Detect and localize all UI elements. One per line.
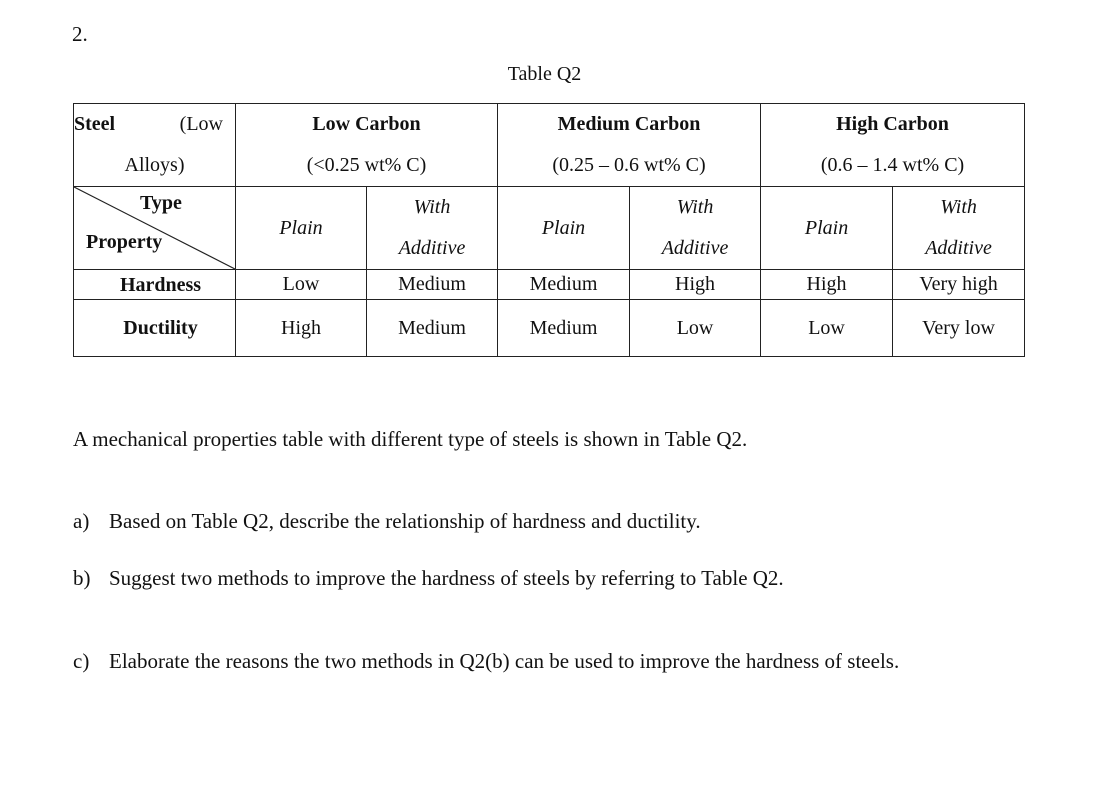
group-name: High Carbon (836, 113, 949, 135)
table-cell: High (630, 270, 761, 300)
table-cell: Medium (367, 270, 498, 300)
table-row (74, 300, 1025, 357)
plain-cell: Plain (236, 187, 367, 270)
question-text: Based on Table Q2, describe the relationship of hardness and ductility. (109, 509, 701, 533)
type-row (74, 187, 1025, 270)
table-cell: Low (630, 300, 761, 357)
question-label: a) (73, 509, 90, 533)
group-range: (<0.25 wt% C) (306, 154, 427, 176)
question-label: b) (73, 566, 91, 590)
group-range: (0.6 – 1.4 wt% C) (820, 154, 965, 176)
table-header-row (74, 104, 1025, 187)
table-cell: Very low (893, 300, 1025, 357)
group-high-carbon (761, 104, 1025, 187)
table-cell: Medium (498, 300, 630, 357)
corner-steel: Steel (74, 113, 116, 135)
table-cell: Low (236, 270, 367, 300)
row-label-ductility: Ductility (74, 300, 236, 357)
with-text: With (676, 196, 714, 218)
type-property-diagonal-cell (74, 187, 236, 270)
additive-text: Additive (398, 237, 466, 259)
table-caption-text: Table Q2 (507, 63, 582, 85)
with-text: With (940, 196, 977, 218)
group-low-carbon (236, 104, 498, 187)
type-label: Type (140, 192, 182, 214)
question-text: Suggest two methods to improve the hardness of steels by referring to Table Q2. (109, 566, 784, 590)
question-text: Elaborate the reasons the two methods in Q2(b) can be used to improve the hardness of steels. (109, 649, 900, 673)
table-cell: High (761, 270, 893, 300)
with-additive-cell (893, 187, 1025, 270)
plain-cell: Plain (761, 187, 893, 270)
question-b (73, 566, 784, 591)
plain-cell: Plain (498, 187, 630, 270)
corner-alloys: Alloys) (124, 154, 185, 176)
corner-low: (Low (179, 113, 223, 135)
table-cell: High (236, 300, 367, 357)
question-label: c) (73, 649, 90, 673)
group-name: Medium Carbon (557, 113, 701, 135)
intro-paragraph: A mechanical properties table with different type of steels is shown in Table Q2. (73, 427, 748, 451)
additive-text: Additive (925, 237, 992, 259)
row-label-hardness: Hardness (74, 270, 236, 300)
group-medium-carbon (498, 104, 761, 187)
table-cell: Medium (498, 270, 630, 300)
with-text: With (413, 196, 451, 218)
additive-text: Additive (661, 237, 729, 259)
group-range: (0.25 – 0.6 wt% C) (552, 154, 706, 176)
properties-table (73, 103, 1025, 357)
question-a (73, 509, 701, 534)
question-c (73, 649, 899, 674)
table-cell: Very high (893, 270, 1025, 300)
with-additive-cell (367, 187, 498, 270)
table-cell: Medium (367, 300, 498, 357)
with-additive-cell (630, 187, 761, 270)
table-caption (0, 63, 1111, 86)
question-number: 2. (72, 22, 88, 46)
property-label: Property (86, 231, 163, 253)
corner-cell (74, 104, 236, 187)
table-row (74, 270, 1025, 300)
table-cell: Low (761, 300, 893, 357)
group-name: Low Carbon (312, 113, 421, 135)
